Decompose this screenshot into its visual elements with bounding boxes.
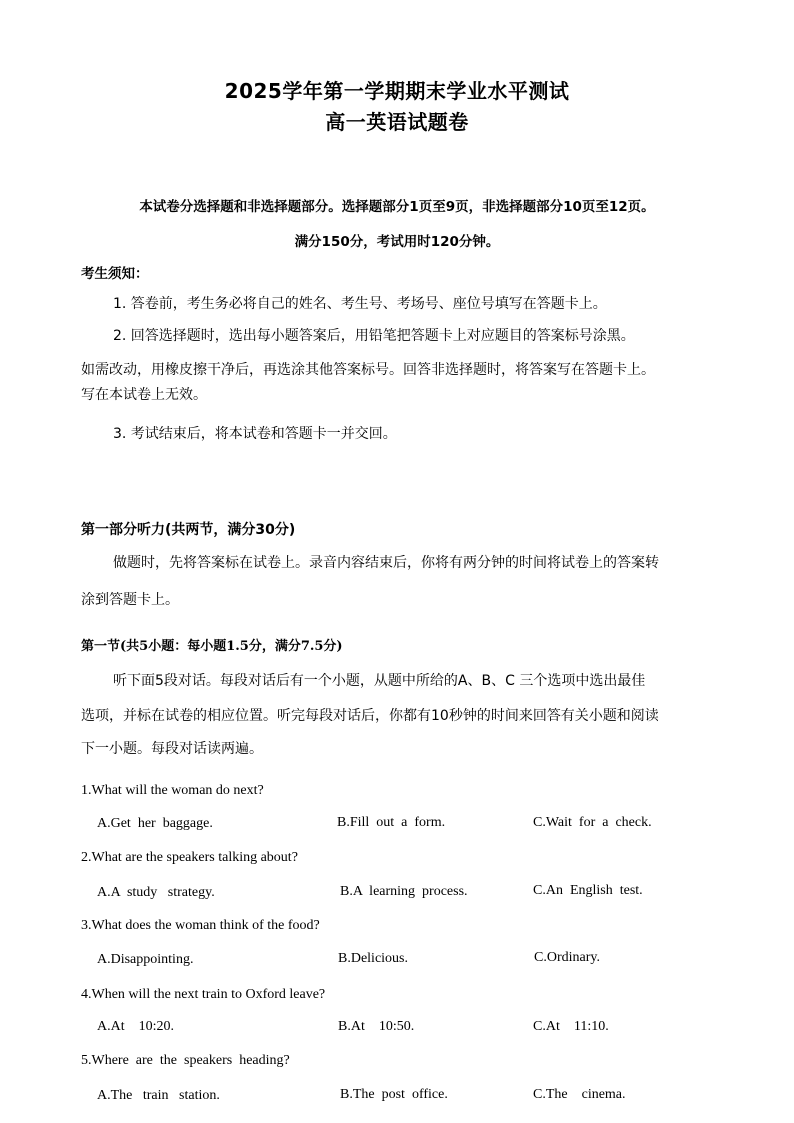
- question-5-option-c: C.The cinema.: [533, 1087, 626, 1102]
- question-3-option-a: A.Disappointing.: [97, 952, 194, 967]
- question-3-option-c: C.Ordinary.: [534, 950, 600, 965]
- question-4-option-c: C.At 11:10.: [533, 1019, 609, 1034]
- section1-desc-3: 下一小题。每段对话读两遍。: [81, 741, 263, 757]
- question-3-option-b: B.Delicious.: [338, 951, 408, 966]
- section1-desc-1: 听下面5段对话。每段对话后有一个小题，从题中所给的A、B、C 三个选项中选出最佳: [113, 673, 646, 689]
- question-4: 4.When will the next train to Oxford leave?: [81, 987, 326, 1002]
- notice-item-2-cont-1: 如需改动，用橡皮擦干净后，再选涂其他答案标号。回答非选择题时，将答案写在答题卡上。: [81, 362, 655, 378]
- notice-item-2: 2. 回答选择题时，选出每小题答案后，用铅笔把答题卡上对应题目的答案标号涂黑。: [113, 328, 635, 344]
- part1-heading: 第一部分听力(共两节，满分30分): [81, 522, 296, 538]
- notice-item-3: 3. 考试结束后，将本试卷和答题卡一并交回。: [113, 426, 397, 442]
- question-4-option-a: A.At 10:20.: [97, 1019, 174, 1034]
- exam-subtitle: 高一英语试题卷: [325, 110, 469, 134]
- question-1-option-b: B.Fill out a form.: [337, 815, 446, 830]
- question-1-option-a: A.Get her baggage.: [97, 816, 213, 831]
- question-5: 5.Where are the speakers heading?: [81, 1053, 290, 1068]
- question-2-option-b: B.A learning process.: [340, 884, 468, 899]
- question-5-option-a: A.The train station.: [97, 1088, 220, 1103]
- question-2-option-a: A.A study strategy.: [97, 885, 215, 900]
- notice-item-1: 1. 答卷前，考生务必将自己的姓名、考生号、考场号、座位号填写在答题卡上。: [113, 296, 607, 312]
- question-3: 3.What does the woman think of the food?: [81, 918, 320, 933]
- question-2: 2.What are the speakers talking about?: [81, 850, 298, 865]
- intro-line-2: 满分150分，考试用时120分钟。: [294, 234, 500, 250]
- section1-desc-2: 选项，并标在试卷的相应位置。听完每段对话后，你都有10秒钟的时间来回答有关小题和阅读: [81, 708, 659, 724]
- part1-desc-2: 涂到答题卡上。: [81, 592, 179, 608]
- question-4-option-b: B.At 10:50.: [338, 1019, 415, 1034]
- question-1-option-c: C.Wait for a check.: [533, 815, 652, 830]
- question-1: 1.What will the woman do next?: [81, 783, 264, 798]
- section1-heading: 第一节(共5小题：每小题1.5分，满分7.5分): [81, 639, 343, 654]
- intro-line-1: 本试卷分选择题和非选择题部分。选择题部分1页至9页，非选择题部分10页至12页。: [139, 199, 655, 215]
- exam-title: 2025学年第一学期期末学业水平测试: [224, 79, 570, 103]
- part1-desc-1: 做题时，先将答案标在试卷上。录音内容结束后，你将有两分钟的时间将试卷上的答案转: [113, 555, 659, 571]
- notice-item-2-cont-2: 写在本试卷上无效。: [81, 387, 207, 403]
- notice-heading: 考生须知：: [81, 266, 149, 282]
- question-5-option-b: B.The post office.: [340, 1087, 448, 1102]
- question-2-option-c: C.An English test.: [533, 883, 643, 898]
